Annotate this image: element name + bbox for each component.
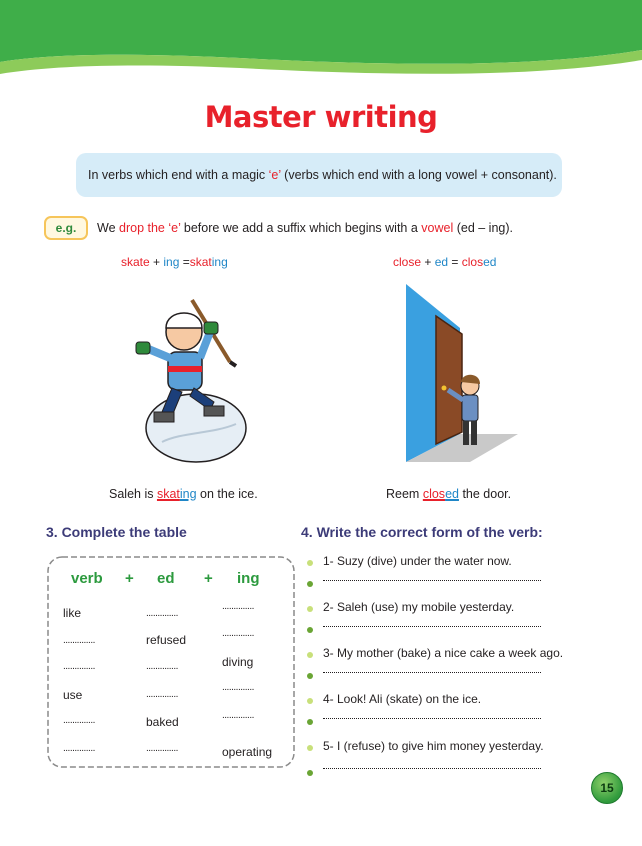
- section-3-title: 3. Complete the table: [46, 524, 187, 540]
- question-2: 2- Saleh (use) my mobile yesterday.: [323, 600, 515, 614]
- complete-table: [44, 553, 298, 771]
- table-cell-like: like: [63, 606, 82, 620]
- caption-skating: Saleh is skating on the ice.: [109, 487, 258, 501]
- answer-bullet: [307, 581, 313, 587]
- table-header-plus-2: +: [204, 570, 213, 587]
- table-blank[interactable]: ..............: [63, 635, 95, 646]
- table-blank[interactable]: ..............: [222, 710, 254, 721]
- formula-closed: close + ed = closed: [393, 255, 497, 269]
- table-blank[interactable]: ..............: [63, 743, 95, 754]
- skater-illustration: [132, 292, 250, 468]
- question-5: 5- I (refuse) to give him money yesterday.: [323, 739, 544, 753]
- table-header-verb: verb: [71, 570, 103, 587]
- table-blank[interactable]: ..............: [146, 743, 178, 754]
- question-bullet: [307, 606, 313, 612]
- table-header-plus-1: +: [125, 570, 134, 587]
- door-illustration: [400, 284, 518, 466]
- question-bullet: [307, 698, 313, 704]
- question-1: 1- Suzy (dive) under the water now.: [323, 554, 512, 568]
- table-cell-use: use: [63, 688, 83, 702]
- example-badge: e.g.: [44, 216, 88, 240]
- question-bullet: [307, 560, 313, 566]
- table-header-ing: ing: [237, 570, 260, 587]
- table-blank[interactable]: ..............: [222, 628, 254, 639]
- table-blank[interactable]: ..............: [63, 715, 95, 726]
- table-cell-refused: refused: [146, 633, 187, 647]
- example-text: We drop the ‘e’ before we add a suffix which begins with a vowel (ed – ing).: [97, 221, 514, 235]
- table-blank[interactable]: ..............: [222, 601, 254, 612]
- table-cell-baked: baked: [146, 715, 179, 729]
- answer-bullet: [307, 719, 313, 725]
- answer-line-5[interactable]: [323, 768, 541, 769]
- answer-bullet: [307, 673, 313, 679]
- table-blank[interactable]: ..............: [146, 661, 178, 672]
- question-4: 4- Look! Ali (skate) on the ice.: [323, 692, 482, 706]
- table-blank[interactable]: ..............: [146, 689, 178, 700]
- question-bullet: [307, 745, 313, 751]
- rule-text: In verbs which end with a magic ‘e’ (verbs which end with a long vowel + consonant).: [88, 168, 557, 182]
- question-bullet: [307, 652, 313, 658]
- question-3: 3- My mother (bake) a nice cake a week ago.: [323, 646, 564, 660]
- page-title: Master writing: [204, 100, 438, 134]
- table-cell-diving: diving: [222, 655, 254, 669]
- answer-bullet: [307, 770, 313, 776]
- formula-skating: skate + ing =skating: [121, 255, 228, 269]
- answer-bullet: [307, 627, 313, 633]
- caption-closed: Reem closed the door.: [386, 487, 512, 501]
- answer-line-4[interactable]: [323, 718, 541, 719]
- table-header-ed: ed: [157, 570, 175, 587]
- section-4-title: 4. Write the correct form of the verb:: [301, 524, 543, 540]
- table-blank[interactable]: ..............: [146, 608, 178, 619]
- answer-line-3[interactable]: [323, 672, 541, 673]
- table-blank[interactable]: ..............: [63, 661, 95, 672]
- page-number-badge: 15: [591, 772, 623, 804]
- answer-line-2[interactable]: [323, 626, 541, 627]
- header-wave-band: [0, 0, 642, 90]
- table-cell-operating: operating: [222, 745, 273, 759]
- rule-box: [76, 153, 562, 197]
- answer-line-1[interactable]: [323, 580, 541, 581]
- table-blank[interactable]: ..............: [222, 682, 254, 693]
